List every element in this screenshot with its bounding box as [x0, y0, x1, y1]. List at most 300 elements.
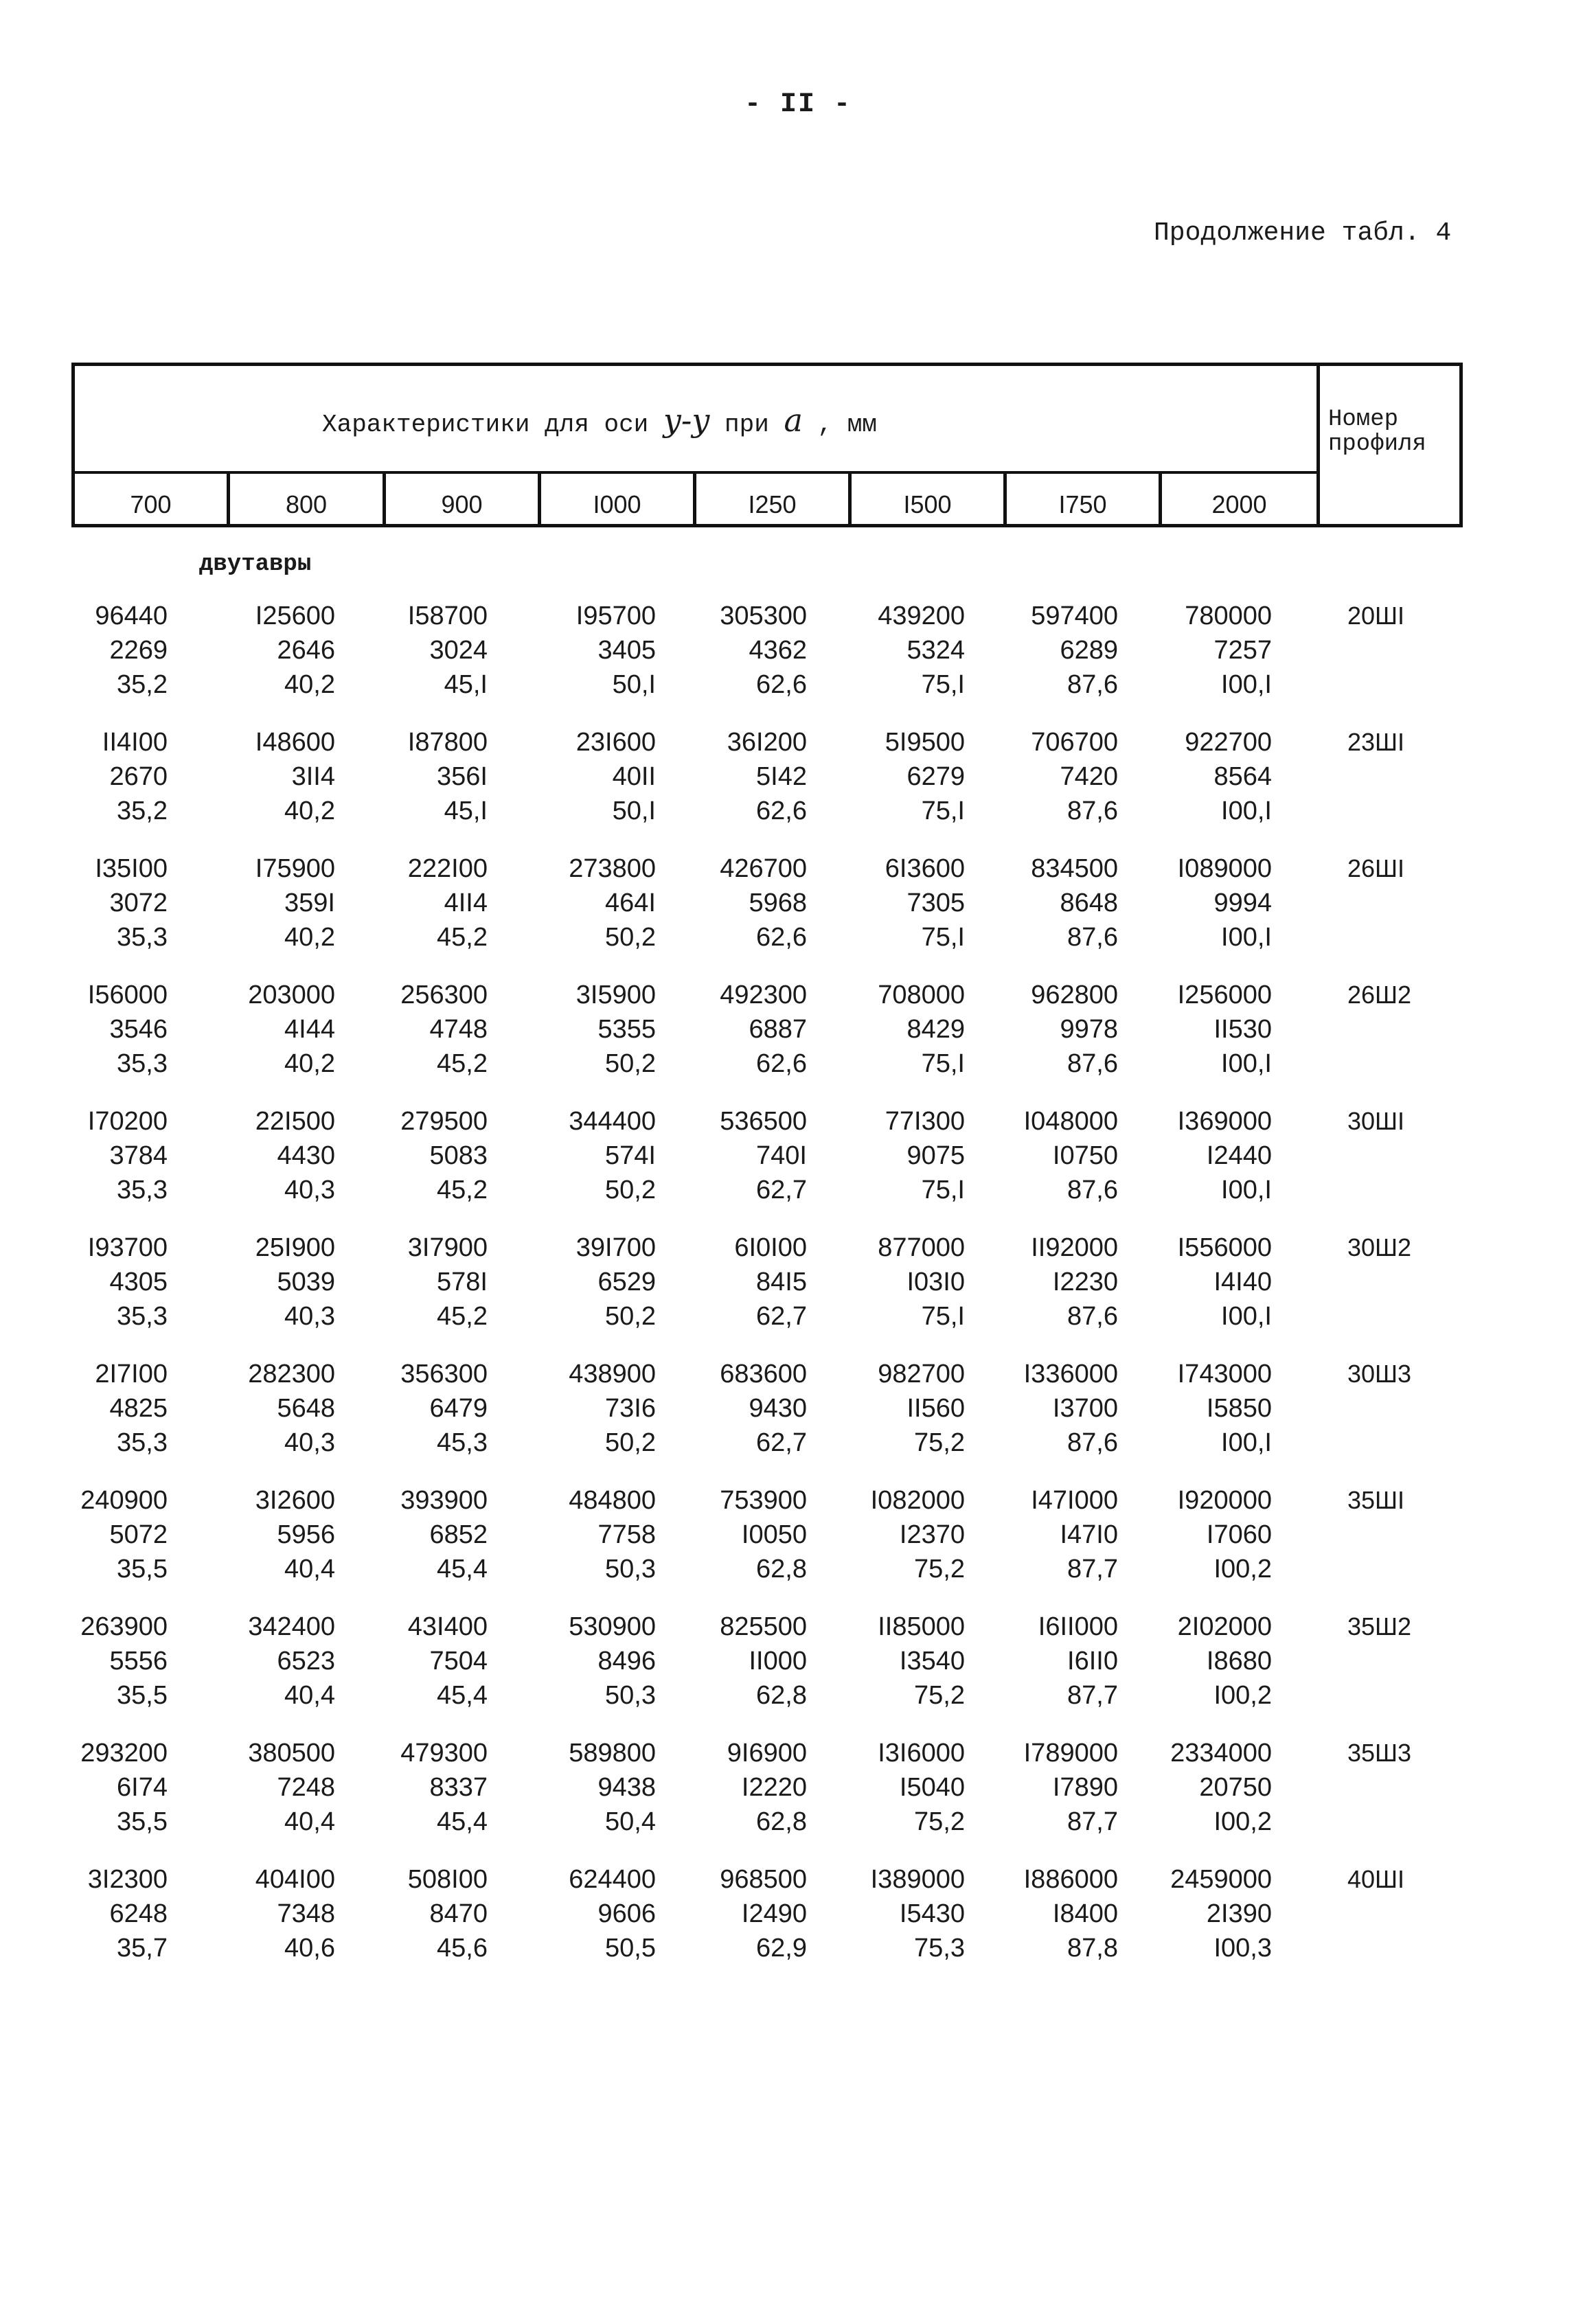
table-cell: I0050	[741, 1520, 807, 1549]
table-cell: 77I300	[885, 1107, 965, 1136]
header-title: Характеристики для оси y-y при a , мм	[322, 402, 877, 439]
table-cell: 62,8	[756, 1807, 807, 1836]
table-cell: 342400	[248, 1612, 335, 1641]
table-cell: 4305	[109, 1268, 168, 1296]
table-cell: 589800	[569, 1739, 656, 1768]
table-cell: I56000	[87, 981, 168, 1009]
table-cell: 356300	[400, 1360, 488, 1388]
profile-number: 23ШI	[1347, 728, 1405, 756]
table-cell: 50,5	[605, 1934, 656, 1963]
table-cell: 3546	[109, 1015, 168, 1044]
table-cell: 50,2	[605, 1176, 656, 1204]
table-cell: 9438	[597, 1773, 656, 1802]
table-cell: 4362	[749, 636, 807, 665]
table-cell: 203000	[248, 981, 335, 1009]
table-cell: 8429	[907, 1015, 965, 1044]
table-cell: 23I600	[575, 728, 656, 757]
table-cell: 4748	[429, 1015, 488, 1044]
table-cell: 8648	[1060, 889, 1118, 917]
table-cell: I2440	[1206, 1141, 1272, 1170]
table-cell: 35,3	[117, 1176, 168, 1204]
table-cell: 22I500	[255, 1107, 335, 1136]
table-cell: 8337	[429, 1773, 488, 1802]
table-cell: 222I00	[407, 854, 488, 883]
table-cell: 75,3	[914, 1934, 965, 1963]
table-cell: II4I00	[102, 728, 168, 757]
table-cell: I25600	[255, 602, 335, 630]
table-cell: I47I000	[1031, 1486, 1118, 1515]
table-cell: 479300	[400, 1739, 488, 1768]
table-cell: 256300	[400, 981, 488, 1009]
table-cell: I70200	[87, 1107, 168, 1136]
table-cell: 35,5	[117, 1681, 168, 1710]
table-cell: 40,3	[284, 1428, 335, 1457]
table-cell: 40II	[612, 762, 656, 791]
table-cell: 6I0I00	[734, 1233, 807, 1262]
table-cell: 305300	[720, 602, 807, 630]
table-cell: 6523	[277, 1647, 335, 1676]
table-cell: 380500	[248, 1739, 335, 1768]
table-cell: 39I700	[575, 1233, 656, 1262]
table-cell: I00,I	[1221, 670, 1272, 699]
profile-number: 30ШI	[1347, 1107, 1405, 1135]
table-cell: 75,I	[921, 923, 965, 952]
column-header: 900	[386, 474, 541, 524]
table-cell: 825500	[720, 1612, 807, 1641]
table-cell: I256000	[1177, 981, 1272, 1009]
table-cell: 5956	[277, 1520, 335, 1549]
table-cell: 5072	[109, 1520, 168, 1549]
table-cell: 7248	[277, 1773, 335, 1802]
column-header: I750	[1007, 474, 1162, 524]
table-row	[0, 920, 1596, 954]
table-cell: 7257	[1213, 636, 1272, 665]
table-cell: 43I400	[407, 1612, 488, 1641]
table-cell: 25I900	[255, 1233, 335, 1262]
table-cell: 922700	[1185, 728, 1272, 757]
table-cell: 834500	[1031, 854, 1118, 883]
table-cell: 508I00	[407, 1865, 488, 1894]
table-cell: 62,6	[756, 797, 807, 825]
table-cell: I2230	[1052, 1268, 1118, 1296]
table-cell: 4II4	[444, 889, 488, 917]
table-cell: 356I	[437, 762, 488, 791]
table-cell: 7504	[429, 1647, 488, 1676]
table-cell: I00,I	[1221, 797, 1272, 825]
header-title-cell	[75, 366, 1316, 474]
table-cell: I75900	[255, 854, 335, 883]
table-cell: 75,I	[921, 1049, 965, 1078]
table-cell: 73I6	[605, 1394, 656, 1423]
table-cell: 426700	[720, 854, 807, 883]
table-cell: 40,3	[284, 1176, 335, 1204]
table-cell: 780000	[1185, 602, 1272, 630]
table-cell: I5040	[899, 1773, 965, 1802]
table-cell: I369000	[1177, 1107, 1272, 1136]
table-cell: 273800	[569, 854, 656, 883]
table-cell: 3I2300	[87, 1865, 168, 1894]
table-cell: I58700	[407, 602, 488, 630]
table-cell: 45,4	[437, 1807, 488, 1836]
table-cell: I7890	[1052, 1773, 1118, 1802]
table-cell: 50,2	[605, 1302, 656, 1331]
table-cell: I00,2	[1213, 1555, 1272, 1583]
table-cell: 75,2	[914, 1807, 965, 1836]
table-cell: 5648	[277, 1394, 335, 1423]
table-row	[0, 1173, 1596, 1207]
table-cell: 5968	[749, 889, 807, 917]
table-cell: 3024	[429, 636, 488, 665]
table-cell: 35,3	[117, 923, 168, 952]
table-cell: 597400	[1031, 602, 1118, 630]
table-cell: 344400	[569, 1107, 656, 1136]
table-cell: 50,3	[605, 1681, 656, 1710]
table-cell: 439200	[878, 602, 965, 630]
table-cell: I00,I	[1221, 923, 1272, 952]
table-row	[0, 667, 1596, 702]
table-cell: I47I0	[1060, 1520, 1118, 1549]
table-cell: I35I00	[95, 854, 168, 883]
table-cell: 6887	[749, 1015, 807, 1044]
table-row	[0, 1897, 1596, 1931]
table-cell: 5I9500	[885, 728, 965, 757]
table-cell: I082000	[870, 1486, 965, 1515]
table-cell: 6529	[597, 1268, 656, 1296]
table-cell: 75,I	[921, 797, 965, 825]
table-cell: 45,4	[437, 1555, 488, 1583]
table-row	[0, 759, 1596, 794]
table-cell: 45,2	[437, 1049, 488, 1078]
column-header: 2000	[1211, 490, 1267, 518]
table-cell: 5039	[277, 1268, 335, 1296]
table-cell: 753900	[720, 1486, 807, 1515]
profile-label-line2: профиля	[1328, 431, 1426, 457]
table-cell: 9606	[597, 1899, 656, 1928]
table-cell: 35,5	[117, 1555, 168, 1583]
table-cell: 35,3	[117, 1302, 168, 1331]
table-cell: 2I390	[1206, 1899, 1272, 1928]
table-cell: 9075	[907, 1141, 965, 1170]
table-cell: I6II0	[1067, 1647, 1118, 1676]
table-cell: 40,2	[284, 1049, 335, 1078]
table-cell: 4825	[109, 1394, 168, 1423]
table-row	[0, 1552, 1596, 1586]
table-cell: 45,2	[437, 923, 488, 952]
table-cell: 35,2	[117, 797, 168, 825]
table-row	[0, 1805, 1596, 1839]
table-cell: 3I5900	[575, 981, 656, 1009]
profile-number: 35Ш2	[1347, 1612, 1412, 1640]
table-cell: I95700	[575, 602, 656, 630]
table-cell: 75,I	[921, 670, 965, 699]
table-cell: 2269	[109, 636, 168, 665]
table-cell: 5355	[597, 1015, 656, 1044]
table-cell: I93700	[87, 1233, 168, 1262]
table-cell: 75,2	[914, 1555, 965, 1583]
column-header: 700	[75, 474, 230, 524]
table-cell: 45,I	[444, 797, 488, 825]
profile-label-line1: Номер	[1328, 407, 1399, 433]
table-cell: 50,I	[612, 670, 656, 699]
table-cell: 75,I	[921, 1302, 965, 1331]
table-cell: I3700	[1052, 1394, 1118, 1423]
table-cell: I8400	[1052, 1899, 1118, 1928]
table-row	[0, 794, 1596, 828]
table-cell: 45,2	[437, 1302, 488, 1331]
table-cell: 84I5	[756, 1268, 807, 1296]
table-cell: 7305	[907, 889, 965, 917]
table-cell: 40,2	[284, 670, 335, 699]
table-cell: I389000	[870, 1865, 965, 1894]
table-cell: 40,6	[284, 1934, 335, 1963]
table-cell: 87,6	[1067, 923, 1118, 952]
table-row	[0, 1265, 1596, 1299]
table-cell: II530	[1213, 1015, 1272, 1044]
table-cell: 40,2	[284, 797, 335, 825]
column-header: I250	[696, 474, 852, 524]
section-label: двутавры	[199, 551, 312, 578]
profile-number: 40ШI	[1347, 1865, 1405, 1893]
table-cell: 50,I	[612, 797, 656, 825]
table-cell: 263900	[80, 1612, 168, 1641]
table-cell: 240900	[80, 1486, 168, 1515]
table-row	[0, 1012, 1596, 1047]
table-cell: 87,6	[1067, 1049, 1118, 1078]
table-cell: 2I7I00	[95, 1360, 168, 1388]
table-cell: 62,6	[756, 670, 807, 699]
table-cell: 484800	[569, 1486, 656, 1515]
table-cell: 45,4	[437, 1681, 488, 1710]
table-cell: I5430	[899, 1899, 965, 1928]
table-cell: 87,7	[1067, 1555, 1118, 1583]
table-cell: 62,7	[756, 1302, 807, 1331]
table-cell: I87800	[407, 728, 488, 757]
table-cell: 293200	[80, 1739, 168, 1768]
table-cell: 9994	[1213, 889, 1272, 917]
table-cell: 706700	[1031, 728, 1118, 757]
table-cell: I00,2	[1213, 1807, 1272, 1836]
table-cell: 492300	[720, 981, 807, 1009]
table-cell: 9430	[749, 1394, 807, 1423]
profile-number: 35Ш3	[1347, 1739, 1412, 1767]
table-cell: I048000	[1023, 1107, 1118, 1136]
table-cell: 438900	[569, 1360, 656, 1388]
table-cell: I48600	[255, 728, 335, 757]
table-cell: 8470	[429, 1899, 488, 1928]
table-cell: 36I200	[727, 728, 807, 757]
table-cell: II560	[907, 1394, 965, 1423]
profile-number: 30Ш2	[1347, 1233, 1412, 1261]
table-cell: 9978	[1060, 1015, 1118, 1044]
table-continuation-caption: Продолжение табл. 4	[1154, 218, 1452, 248]
profile-number-header	[1316, 366, 1459, 524]
table-cell: 62,7	[756, 1176, 807, 1204]
table-cell: 87,8	[1067, 1934, 1118, 1963]
table-cell: 45,I	[444, 670, 488, 699]
table-cell: 6I74	[117, 1773, 168, 1802]
table-cell: 3784	[109, 1141, 168, 1170]
column-header: I500	[852, 474, 1007, 524]
table-cell: 877000	[878, 1233, 965, 1262]
table-cell: 50,2	[605, 923, 656, 952]
table-cell: 5I42	[756, 762, 807, 791]
table-cell: 50,3	[605, 1555, 656, 1583]
column-header: I000	[541, 474, 696, 524]
table-cell: 6852	[429, 1520, 488, 1549]
table-cell: 708000	[878, 981, 965, 1009]
table-cell: 464I	[605, 889, 656, 917]
table-cell: 35,7	[117, 1934, 168, 1963]
table-cell: I920000	[1177, 1486, 1272, 1515]
table-cell: 45,2	[437, 1176, 488, 1204]
table-cell: 3I7900	[407, 1233, 488, 1262]
table-cell: 75,I	[921, 1176, 965, 1204]
table-cell: 87,6	[1067, 670, 1118, 699]
table-cell: 2646	[277, 636, 335, 665]
table-cell: 6I3600	[885, 854, 965, 883]
table-cell: 40,2	[284, 923, 335, 952]
table-cell: 40,4	[284, 1681, 335, 1710]
table-cell: 2334000	[1170, 1739, 1272, 1768]
table-cell: 968500	[720, 1865, 807, 1894]
table-cell: 87,6	[1067, 797, 1118, 825]
table-cell: 75,2	[914, 1428, 965, 1457]
table-cell: 962800	[1031, 981, 1118, 1009]
profile-number: 26ШI	[1347, 854, 1405, 882]
table-row	[0, 1678, 1596, 1713]
table-cell: 683600	[720, 1360, 807, 1388]
table-cell: I5850	[1206, 1394, 1272, 1423]
table-cell: I2490	[741, 1899, 807, 1928]
table-cell: 35,3	[117, 1428, 168, 1457]
table-cell: 5324	[907, 636, 965, 665]
table-row	[0, 1299, 1596, 1334]
table-cell: I089000	[1177, 854, 1272, 883]
table-cell: 6289	[1060, 636, 1118, 665]
table-row	[0, 1139, 1596, 1173]
table-cell: 87,6	[1067, 1302, 1118, 1331]
table-cell: I556000	[1177, 1233, 1272, 1262]
table-cell: I4I40	[1213, 1268, 1272, 1296]
table-cell: I0750	[1052, 1141, 1118, 1170]
table-cell: I789000	[1023, 1739, 1118, 1768]
table-cell: 75,2	[914, 1681, 965, 1710]
table-cell: 87,6	[1067, 1176, 1118, 1204]
table-cell: 3072	[109, 889, 168, 917]
table-row	[0, 1047, 1596, 1081]
table-cell: I2220	[741, 1773, 807, 1802]
table-cell: 7758	[597, 1520, 656, 1549]
table-cell: 9I6900	[727, 1739, 807, 1768]
table-cell: I03I0	[907, 1268, 965, 1296]
column-header: 800	[230, 474, 386, 524]
table-cell: 578I	[437, 1268, 488, 1296]
table-cell: 62,8	[756, 1681, 807, 1710]
table-cell: I886000	[1023, 1865, 1118, 1894]
table-cell: 982700	[878, 1360, 965, 1388]
table-row	[0, 633, 1596, 667]
table-cell: 40,4	[284, 1807, 335, 1836]
table-cell: 6279	[907, 762, 965, 791]
table-cell: 35,3	[117, 1049, 168, 1078]
table-cell: 6479	[429, 1394, 488, 1423]
table-cell: I00,I	[1221, 1302, 1272, 1331]
table-cell: I00,2	[1213, 1681, 1272, 1710]
table-cell: 530900	[569, 1612, 656, 1641]
table-cell: I7060	[1206, 1520, 1272, 1549]
table-cell: 5556	[109, 1647, 168, 1676]
table-cell: 7420	[1060, 762, 1118, 791]
table-cell: 2459000	[1170, 1865, 1272, 1894]
table-cell: 6248	[109, 1899, 168, 1928]
table-cell: 20750	[1199, 1773, 1272, 1802]
table-cell: 574I	[605, 1141, 656, 1170]
table-cell: I2370	[899, 1520, 965, 1549]
table-cell: 7348	[277, 1899, 335, 1928]
table-cell: II85000	[878, 1612, 965, 1641]
table-cell: 3I2600	[255, 1486, 335, 1515]
table-header	[71, 363, 1463, 527]
table-cell: 3II4	[291, 762, 335, 791]
table-cell: 2I02000	[1177, 1612, 1272, 1641]
table-cell: 45,3	[437, 1428, 488, 1457]
table-cell: 35,5	[117, 1807, 168, 1836]
table-cell: 62,6	[756, 923, 807, 952]
table-cell: 87,7	[1067, 1807, 1118, 1836]
table-cell: 8496	[597, 1647, 656, 1676]
table-cell: 35,2	[117, 670, 168, 699]
table-cell: II000	[749, 1647, 807, 1676]
profile-number: 30Ш3	[1347, 1360, 1412, 1388]
profile-number: 35ШI	[1347, 1486, 1405, 1514]
table-cell: 62,9	[756, 1934, 807, 1963]
table-cell: 359I	[284, 889, 335, 917]
table-cell: 8564	[1213, 762, 1272, 791]
table-cell: I00,I	[1221, 1176, 1272, 1204]
table-row	[0, 1518, 1596, 1552]
profile-number: 26Ш2	[1347, 981, 1412, 1009]
table-cell: 62,8	[756, 1555, 807, 1583]
table-cell: 393900	[400, 1486, 488, 1515]
table-row	[0, 1426, 1596, 1460]
table-cell: 45,6	[437, 1934, 488, 1963]
table-cell: 4I44	[284, 1015, 335, 1044]
table-cell: 96440	[95, 602, 168, 630]
table-cell: I00,I	[1221, 1049, 1272, 1078]
table-row	[0, 1770, 1596, 1805]
table-cell: I3I6000	[878, 1739, 965, 1768]
profile-number: 20ШI	[1347, 602, 1405, 630]
table-cell: 282300	[248, 1360, 335, 1388]
table-cell: 40,3	[284, 1302, 335, 1331]
table-cell: II92000	[1031, 1233, 1118, 1262]
table-cell: I8680	[1206, 1647, 1272, 1676]
table-cell: I00,3	[1213, 1934, 1272, 1963]
table-cell: 50,4	[605, 1807, 656, 1836]
table-cell: 62,7	[756, 1428, 807, 1457]
table-cell: I743000	[1177, 1360, 1272, 1388]
table-cell: 279500	[400, 1107, 488, 1136]
table-cell: I3540	[899, 1647, 965, 1676]
table-cell: 87,7	[1067, 1681, 1118, 1710]
table-cell: 4430	[277, 1141, 335, 1170]
table-cell: I00,I	[1221, 1428, 1272, 1457]
table-cell: 5083	[429, 1141, 488, 1170]
table-cell: 50,2	[605, 1428, 656, 1457]
table-cell: 404I00	[255, 1865, 335, 1894]
table-cell: I336000	[1023, 1360, 1118, 1388]
table-row	[0, 886, 1596, 920]
